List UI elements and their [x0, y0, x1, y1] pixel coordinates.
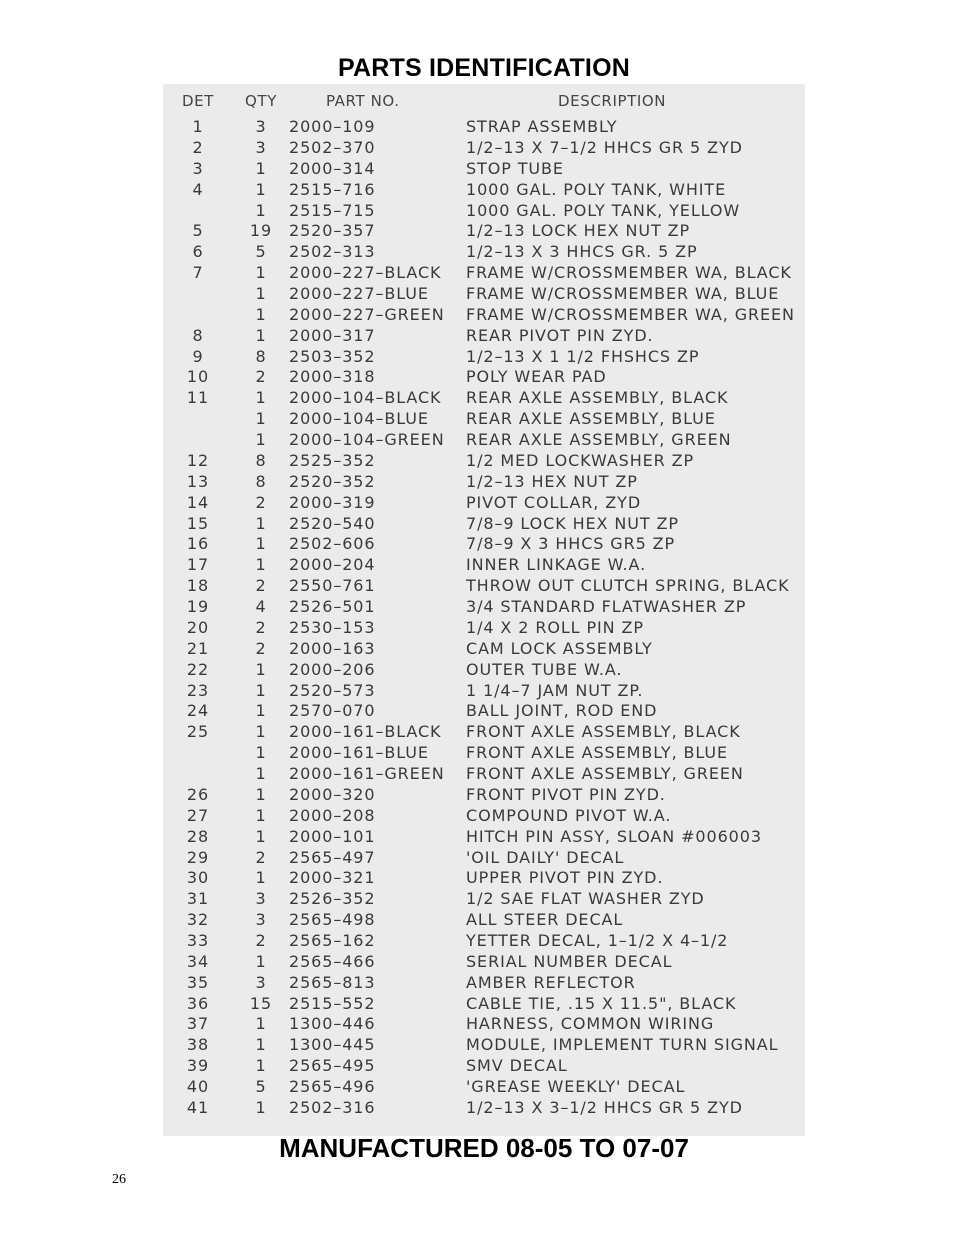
cell-det: 2 — [192, 137, 204, 157]
cell-description: STOP TUBE — [466, 158, 564, 178]
cell-qty: 1 — [255, 388, 267, 408]
table-row — [163, 138, 805, 158]
table-row — [163, 848, 805, 868]
cell-part-no: 2000–317 — [289, 325, 376, 345]
cell-part-no: 2000–104–BLUE — [289, 409, 429, 429]
cell-qty: 1 — [255, 659, 267, 679]
cell-description: STRAP ASSEMBLY — [466, 117, 618, 136]
cell-det: 40 — [186, 1077, 210, 1096]
cell-qty: 2 — [255, 617, 267, 637]
cell-part-no: 2000–161–GREEN — [289, 764, 445, 783]
cell-part-no: 2515–552 — [289, 993, 376, 1013]
cell-det: 10 — [186, 367, 210, 387]
cell-qty: 2 — [255, 847, 267, 867]
cell-part-no: 2000–104–GREEN — [289, 430, 445, 450]
table-row — [163, 660, 805, 680]
cell-description: 1000 GAL. POLY TANK, YELLOW — [466, 200, 741, 220]
cell-qty: 1 — [255, 325, 267, 345]
cell-part-no: 2565–162 — [289, 930, 376, 950]
cell-description: FRONT AXLE ASSEMBLY, BLACK — [466, 722, 741, 742]
table-row — [163, 451, 805, 471]
cell-description: CABLE TIE, .15 X 11.5", BLACK — [466, 993, 737, 1013]
cell-part-no: 2520–352 — [289, 471, 376, 491]
table-row — [163, 117, 805, 137]
cell-part-no: 2520–540 — [289, 513, 376, 533]
cell-qty: 1 — [255, 701, 267, 721]
cell-part-no: 2000–204 — [289, 555, 376, 575]
cell-det: 35 — [186, 972, 210, 992]
cell-qty: 1 — [255, 304, 267, 324]
cell-qty: 2 — [255, 367, 267, 387]
cell-det: 11 — [186, 388, 210, 408]
cell-part-no: 2520–573 — [289, 680, 376, 700]
cell-qty: 2 — [255, 492, 267, 512]
cell-det: 16 — [186, 534, 210, 554]
table-row — [163, 1014, 805, 1034]
cell-description: CAM LOCK ASSEMBLY — [466, 638, 653, 658]
table-row — [163, 367, 805, 387]
cell-part-no: 2565–498 — [289, 910, 376, 930]
table-row — [163, 388, 805, 408]
cell-qty: 8 — [255, 450, 267, 470]
cell-part-no: 2000–104–BLACK — [289, 388, 442, 408]
cell-det: 30 — [186, 868, 210, 888]
table-row — [163, 409, 805, 429]
table-row — [163, 639, 805, 659]
cell-qty: 1 — [255, 430, 267, 450]
cell-det: 18 — [186, 576, 210, 596]
cell-det: 33 — [186, 930, 210, 950]
cell-det: 1 — [192, 117, 204, 136]
header-part-no: PART NO. — [326, 92, 400, 110]
table-row — [163, 576, 805, 596]
table-row — [163, 534, 805, 554]
cell-part-no: 2502–313 — [289, 242, 376, 262]
cell-det: 9 — [192, 346, 204, 366]
cell-part-no: 2000–318 — [289, 367, 376, 387]
cell-part-no: 2000–227–GREEN — [289, 304, 445, 324]
cell-qty: 1 — [255, 868, 267, 888]
cell-description: 1 1/4–7 JAM NUT ZP. — [466, 680, 644, 700]
cell-qty: 1 — [255, 1014, 267, 1034]
cell-part-no: 2503–352 — [289, 346, 376, 366]
cell-part-no: 2515–716 — [289, 179, 376, 199]
cell-part-no: 2000–314 — [289, 158, 376, 178]
table-header — [163, 91, 805, 111]
table-row — [163, 681, 805, 701]
cell-qty: 2 — [255, 638, 267, 658]
table-row — [163, 326, 805, 346]
cell-description: 3/4 STANDARD FLATWASHER ZP — [466, 597, 747, 616]
cell-qty: 1 — [255, 1056, 267, 1076]
cell-part-no: 2525–352 — [289, 450, 376, 470]
cell-qty: 5 — [255, 242, 267, 262]
cell-description: 1/2–13 X 3 HHCS GR. 5 ZP — [466, 242, 698, 262]
table-row — [163, 305, 805, 325]
cell-description: 1/2 MED LOCKWASHER ZP — [466, 450, 695, 470]
cell-qty: 1 — [255, 179, 267, 199]
cell-qty: 1 — [255, 764, 267, 783]
cell-det: 41 — [186, 1097, 210, 1117]
table-row — [163, 910, 805, 930]
cell-description: 1/2–13 X 1 1/2 FHSHCS ZP — [466, 346, 700, 366]
cell-part-no: 2000–163 — [289, 638, 376, 658]
cell-description: FRONT PIVOT PIN ZYD. — [466, 784, 666, 804]
cell-description: 7/8–9 LOCK HEX NUT ZP — [466, 513, 679, 533]
cell-det: 28 — [186, 826, 210, 846]
cell-part-no: 2565–466 — [289, 951, 376, 971]
cell-description: 7/8–9 X 3 HHCS GR5 ZP — [466, 534, 676, 554]
cell-det: 32 — [186, 910, 210, 930]
cell-description: FRAME W/CROSSMEMBER WA, BLACK — [466, 263, 792, 283]
cell-qty: 3 — [255, 910, 267, 930]
cell-qty: 1 — [255, 158, 267, 178]
cell-part-no: 2565–496 — [289, 1077, 376, 1096]
cell-description: REAR PIVOT PIN ZYD. — [466, 325, 654, 345]
cell-qty: 3 — [255, 972, 267, 992]
cell-description: 1/2–13 LOCK HEX NUT ZP — [466, 221, 691, 241]
cell-qty: 1 — [255, 513, 267, 533]
cell-qty: 1 — [255, 555, 267, 575]
cell-det: 37 — [186, 1014, 210, 1034]
cell-description: SMV DECAL — [466, 1056, 568, 1076]
table-row — [163, 347, 805, 367]
cell-qty: 2 — [255, 930, 267, 950]
cell-description: OUTER TUBE W.A. — [466, 659, 623, 679]
cell-part-no: 2520–357 — [289, 221, 376, 241]
cell-qty: 19 — [249, 221, 273, 241]
cell-qty: 1 — [255, 951, 267, 971]
cell-description: 1/4 X 2 ROLL PIN ZP — [466, 617, 644, 637]
cell-qty: 1 — [255, 1035, 267, 1055]
cell-qty: 1 — [255, 784, 267, 804]
cell-description: FRONT AXLE ASSEMBLY, BLUE — [466, 743, 729, 763]
cell-det: 23 — [186, 680, 210, 700]
cell-qty: 1 — [255, 409, 267, 429]
cell-part-no: 2000–319 — [289, 492, 376, 512]
cell-part-no: 2550–761 — [289, 576, 376, 596]
cell-part-no: 2000–320 — [289, 784, 376, 804]
cell-description: 1/2–13 X 3–1/2 HHCS GR 5 ZYD — [466, 1097, 743, 1117]
cell-qty: 1 — [255, 722, 267, 742]
table-row — [163, 764, 805, 784]
cell-description: YETTER DECAL, 1–1/2 X 4–1/2 — [466, 930, 729, 950]
table-row — [163, 472, 805, 492]
cell-description: UPPER PIVOT PIN ZYD. — [466, 868, 664, 888]
cell-part-no: 2000–109 — [289, 117, 376, 136]
cell-qty: 2 — [255, 576, 267, 596]
cell-qty: 1 — [255, 743, 267, 763]
cell-description: 'OIL DAILY' DECAL — [466, 847, 625, 867]
table-row — [163, 1098, 805, 1118]
table-row — [163, 159, 805, 179]
cell-det: 8 — [192, 325, 204, 345]
table-row — [163, 994, 805, 1014]
cell-part-no: 2502–370 — [289, 137, 376, 157]
page-number: 26 — [112, 1172, 126, 1187]
table-row — [163, 242, 805, 262]
cell-description: 'GREASE WEEKLY' DECAL — [466, 1077, 686, 1096]
cell-description: REAR AXLE ASSEMBLY, BLACK — [466, 388, 729, 408]
cell-qty: 1 — [255, 826, 267, 846]
cell-qty: 1 — [255, 284, 267, 303]
cell-det: 34 — [186, 951, 210, 971]
cell-part-no: 2000–321 — [289, 868, 376, 888]
parts-table — [163, 84, 805, 1136]
cell-qty: 3 — [255, 137, 267, 157]
table-row — [163, 806, 805, 826]
cell-part-no: 2000–161–BLUE — [289, 743, 429, 763]
table-row — [163, 722, 805, 742]
cell-part-no: 2000–206 — [289, 659, 376, 679]
table-row — [163, 493, 805, 513]
cell-description: 1/2–13 HEX NUT ZP — [466, 471, 638, 491]
cell-qty: 15 — [249, 993, 273, 1013]
cell-part-no: 2000–227–BLACK — [289, 263, 442, 283]
cell-qty: 1 — [255, 534, 267, 554]
cell-description: REAR AXLE ASSEMBLY, GREEN — [466, 430, 732, 450]
table-row — [163, 1077, 805, 1097]
cell-qty: 3 — [255, 117, 267, 136]
cell-part-no: 2000–101 — [289, 826, 376, 846]
table-row — [163, 514, 805, 534]
cell-det: 31 — [186, 889, 210, 909]
table-row — [163, 973, 805, 993]
cell-description: FRAME W/CROSSMEMBER WA, BLUE — [466, 284, 780, 303]
table-row — [163, 868, 805, 888]
cell-description: INNER LINKAGE W.A. — [466, 555, 647, 575]
table-row — [163, 701, 805, 721]
header-qty: QTY — [245, 92, 277, 110]
cell-qty: 1 — [255, 680, 267, 700]
cell-qty: 1 — [255, 1097, 267, 1117]
cell-description: BALL JOINT, ROD END — [466, 701, 658, 721]
cell-description: PIVOT COLLAR, ZYD — [466, 492, 642, 512]
cell-description: AMBER REFLECTOR — [466, 972, 636, 992]
page-title: PARTS IDENTIFICATION — [338, 54, 630, 82]
table-row — [163, 952, 805, 972]
header-description: DESCRIPTION — [558, 92, 667, 110]
table-row — [163, 785, 805, 805]
cell-description: ALL STEER DECAL — [466, 910, 624, 930]
cell-part-no: 2565–813 — [289, 972, 376, 992]
cell-part-no: 2000–227–BLUE — [289, 284, 429, 303]
cell-det: 39 — [186, 1056, 210, 1076]
table-row — [163, 201, 805, 221]
cell-part-no: 2526–352 — [289, 889, 376, 909]
cell-description: HITCH PIN ASSY, SLOAN #006003 — [466, 826, 762, 846]
cell-det: 5 — [192, 221, 204, 241]
table-row — [163, 827, 805, 847]
cell-det: 36 — [186, 993, 210, 1013]
cell-det: 22 — [186, 659, 210, 679]
cell-description: FRONT AXLE ASSEMBLY, GREEN — [466, 764, 744, 783]
cell-part-no: 2502–606 — [289, 534, 376, 554]
cell-part-no: 2565–497 — [289, 847, 376, 867]
cell-part-no: 1300–445 — [289, 1035, 376, 1055]
cell-description: 1/2 SAE FLAT WASHER ZYD — [466, 889, 705, 909]
cell-det: 17 — [186, 555, 210, 575]
cell-det: 7 — [192, 263, 204, 283]
cell-det: 12 — [186, 450, 210, 470]
cell-description: POLY WEAR PAD — [466, 367, 607, 387]
table-row — [163, 263, 805, 283]
cell-det: 26 — [186, 784, 210, 804]
table-row — [163, 284, 805, 304]
manufactured-dates: MANUFACTURED 08-05 TO 07-07 — [279, 1133, 689, 1163]
cell-qty: 3 — [255, 889, 267, 909]
cell-description: THROW OUT CLUTCH SPRING, BLACK — [466, 576, 790, 596]
cell-det: 19 — [186, 597, 210, 616]
cell-description: FRAME W/CROSSMEMBER WA, GREEN — [466, 304, 795, 324]
cell-part-no: 2526–501 — [289, 597, 376, 616]
cell-det: 24 — [186, 701, 210, 721]
cell-part-no: 2502–316 — [289, 1097, 376, 1117]
cell-qty: 5 — [255, 1077, 267, 1096]
cell-det: 27 — [186, 805, 210, 825]
cell-det: 6 — [192, 242, 204, 262]
cell-qty: 4 — [255, 597, 267, 616]
cell-description: 1000 GAL. POLY TANK, WHITE — [466, 179, 727, 199]
cell-description: COMPOUND PIVOT W.A. — [466, 805, 672, 825]
cell-part-no: 2565–495 — [289, 1056, 376, 1076]
header-det: DET — [182, 92, 214, 110]
cell-part-no: 2000–161–BLACK — [289, 722, 442, 742]
cell-part-no: 2530–153 — [289, 617, 376, 637]
cell-description: REAR AXLE ASSEMBLY, BLUE — [466, 409, 716, 429]
table-row — [163, 597, 805, 617]
cell-part-no: 2570–070 — [289, 701, 376, 721]
cell-qty: 8 — [255, 471, 267, 491]
cell-det: 25 — [186, 722, 210, 742]
table-row — [163, 221, 805, 241]
table-row — [163, 555, 805, 575]
cell-det: 4 — [192, 179, 204, 199]
table-row — [163, 889, 805, 909]
cell-part-no: 1300–446 — [289, 1014, 376, 1034]
cell-det: 20 — [186, 617, 210, 637]
cell-det: 13 — [186, 471, 210, 491]
cell-description: 1/2–13 X 7–1/2 HHCS GR 5 ZYD — [466, 137, 743, 157]
cell-qty: 1 — [255, 200, 267, 220]
table-row — [163, 430, 805, 450]
cell-part-no: 2000–208 — [289, 805, 376, 825]
table-row — [163, 931, 805, 951]
cell-description: MODULE, IMPLEMENT TURN SIGNAL — [466, 1035, 779, 1055]
cell-det: 21 — [186, 638, 210, 658]
cell-det: 14 — [186, 492, 210, 512]
table-row — [163, 618, 805, 638]
cell-qty: 1 — [255, 263, 267, 283]
cell-det: 15 — [186, 513, 210, 533]
cell-description: SERIAL NUMBER DECAL — [466, 951, 673, 971]
cell-qty: 8 — [255, 346, 267, 366]
cell-det: 29 — [186, 847, 210, 867]
cell-part-no: 2515–715 — [289, 200, 376, 220]
cell-description: HARNESS, COMMON WIRING — [466, 1014, 715, 1034]
cell-det: 38 — [186, 1035, 210, 1055]
table-row — [163, 1035, 805, 1055]
table-row — [163, 180, 805, 200]
cell-qty: 1 — [255, 805, 267, 825]
cell-det: 3 — [192, 158, 204, 178]
table-row — [163, 1056, 805, 1076]
table-row — [163, 743, 805, 763]
